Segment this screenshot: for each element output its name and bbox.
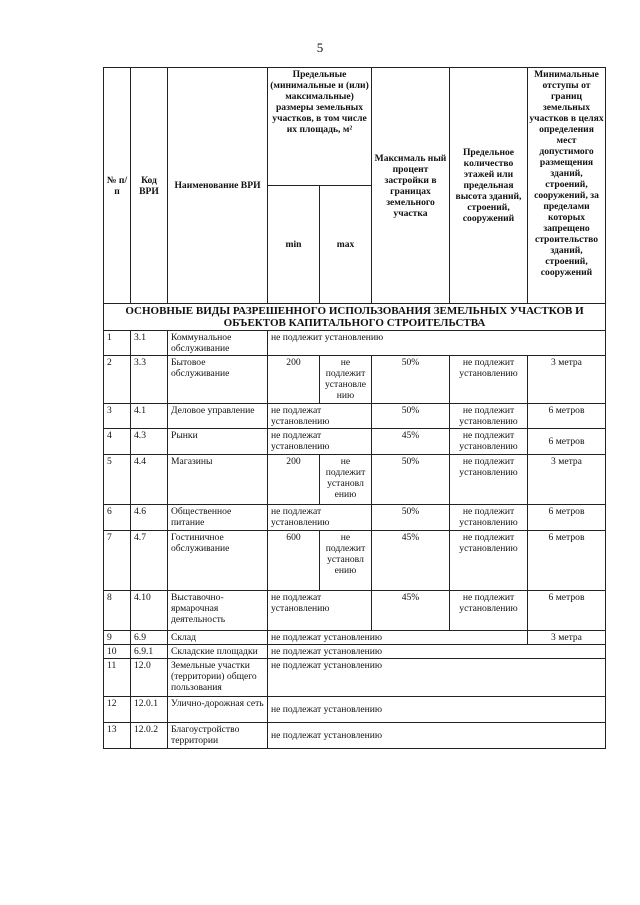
row-min: 600 <box>268 531 320 591</box>
header-coverage: Максималь ный процент застройки в границах земельного участка <box>372 68 450 304</box>
table-row <box>104 505 606 531</box>
row-floors: не подлежит установлению <box>450 429 528 455</box>
row-code: 4.6 <box>131 505 168 531</box>
row-coverage: 45% <box>372 591 450 631</box>
header-area <box>268 68 372 186</box>
section-title: ОСНОВНЫЕ ВИДЫ РАЗРЕШЕННОГО ИСПОЛЬЗОВАНИЯ ЗЕМЕЛЬНЫХ УЧАСТКОВ И ОБЪЕКТОВ КАПИТАЛЬНОГО СТРОИТЕЛЬСТВА <box>104 304 606 331</box>
row-coverage: 50% <box>372 404 450 429</box>
row-setback: 3 метра <box>528 631 606 645</box>
row-name: Гостиничное обслуживание <box>168 531 268 591</box>
row-name: Бытовое обслуживание <box>168 356 268 404</box>
row-num: 1 <box>104 331 131 356</box>
page-number: 5 <box>316 40 324 55</box>
row-num: 11 <box>104 659 131 697</box>
table-row <box>104 531 606 591</box>
row-mid: не подлежат установлению <box>268 631 528 645</box>
row-floors: не подлежит установлению <box>450 531 528 591</box>
row-name: Рынки <box>168 429 268 455</box>
header-code: Код ВРИ <box>131 68 168 304</box>
row-code: 4.3 <box>131 429 168 455</box>
row-setback: 6 метров <box>528 591 606 631</box>
row-code: 6.9.1 <box>131 645 168 659</box>
row-floors: не подлежит установлению <box>450 356 528 404</box>
row-code: 3.3 <box>131 356 168 404</box>
row-all: не подлежат установлению <box>268 697 606 723</box>
row-max: не подлежит установл ению <box>320 531 372 591</box>
table-row <box>104 429 606 455</box>
row-code: 3.1 <box>131 331 168 356</box>
row-coverage: 50% <box>372 455 450 505</box>
header-floors: Предельное количество этажей или предельная высота зданий, строений, сооружений <box>450 68 528 304</box>
row-coverage: 45% <box>372 531 450 591</box>
row-setback: 6 метров <box>528 404 606 429</box>
row-min: 200 <box>268 455 320 505</box>
table-row <box>104 356 606 404</box>
row-setback: 3 метра <box>528 455 606 505</box>
row-coverage: 50% <box>372 505 450 531</box>
row-num: 10 <box>104 645 131 659</box>
row-num: 9 <box>104 631 131 645</box>
table-row <box>104 591 606 631</box>
row-name: Благоустройство территории <box>168 723 268 749</box>
row-all: не подлежит установлению <box>268 331 606 356</box>
row-area: не подлежат установлению <box>268 591 372 631</box>
row-all: не подлежат установлению <box>268 645 606 659</box>
row-area: не подлежат установлению <box>268 404 372 429</box>
row-num: 2 <box>104 356 131 404</box>
row-area: не подлежат установлению <box>268 429 372 455</box>
row-name: Склад <box>168 631 268 645</box>
row-code: 4.1 <box>131 404 168 429</box>
row-num: 13 <box>104 723 131 749</box>
row-code: 4.4 <box>131 455 168 505</box>
row-setback: 3 метра <box>528 356 606 404</box>
row-name: Деловое управление <box>168 404 268 429</box>
row-all: не подлежат установлению <box>268 659 606 697</box>
row-max: не подлежит установл ению <box>320 455 372 505</box>
row-code: 4.10 <box>131 591 168 631</box>
header-name: Наименование ВРИ <box>168 68 268 304</box>
row-floors: не подлежит установлению <box>450 505 528 531</box>
row-min: 200 <box>268 356 320 404</box>
row-setback: 6 метров <box>528 429 606 455</box>
header-min: min <box>268 186 320 304</box>
row-name: Земельные участки (территории) общего пользования <box>168 659 268 697</box>
header-num: № п/ п <box>104 68 131 304</box>
row-code: 12.0.1 <box>131 697 168 723</box>
row-name: Магазины <box>168 455 268 505</box>
table-row <box>104 331 606 356</box>
table-row <box>104 404 606 429</box>
row-floors: не подлежит установлению <box>450 455 528 505</box>
header-max: max <box>320 186 372 304</box>
row-name: Выставочно-ярмарочная деятельность <box>168 591 268 631</box>
table-row <box>104 455 606 505</box>
header-area-label: Предельные (минимальные и (или) максимальные) размеры земельных участков, в том числе их площадь, м² <box>270 69 369 135</box>
row-num: 12 <box>104 697 131 723</box>
row-num: 6 <box>104 505 131 531</box>
row-name: Улично-дорожная сеть <box>168 697 268 723</box>
row-max: не подлежит установле нию <box>320 356 372 404</box>
table-row <box>104 723 606 749</box>
row-code: 6.9 <box>131 631 168 645</box>
row-floors: не подлежит установлению <box>450 404 528 429</box>
header-setback: Минимальные отступы от границ земельных участков в целях определения мест допустимого размещения зданий, строений, сооружений, за пределами которых запрещено строительство зданий, строений, сооружений <box>528 68 606 304</box>
table-row <box>104 659 606 697</box>
row-setback: 6 метров <box>528 505 606 531</box>
table-row <box>104 631 606 645</box>
row-num: 4 <box>104 429 131 455</box>
row-num: 8 <box>104 591 131 631</box>
row-name: Складские площадки <box>168 645 268 659</box>
row-area: не подлежат установлению <box>268 505 372 531</box>
row-name: Коммунальное обслуживание <box>168 331 268 356</box>
row-code: 12.0.2 <box>131 723 168 749</box>
row-floors: не подлежит установлению <box>450 591 528 631</box>
table-row <box>104 645 606 659</box>
table-row <box>104 697 606 723</box>
row-name: Общественное питание <box>168 505 268 531</box>
row-num: 5 <box>104 455 131 505</box>
row-num: 7 <box>104 531 131 591</box>
row-setback: 6 метров <box>528 531 606 591</box>
row-coverage: 50% <box>372 356 450 404</box>
permitted-use-table <box>103 67 606 749</box>
row-all: не подлежат установлению <box>268 723 606 749</box>
row-code: 4.7 <box>131 531 168 591</box>
row-coverage: 45% <box>372 429 450 455</box>
row-num: 3 <box>104 404 131 429</box>
row-code: 12.0 <box>131 659 168 697</box>
